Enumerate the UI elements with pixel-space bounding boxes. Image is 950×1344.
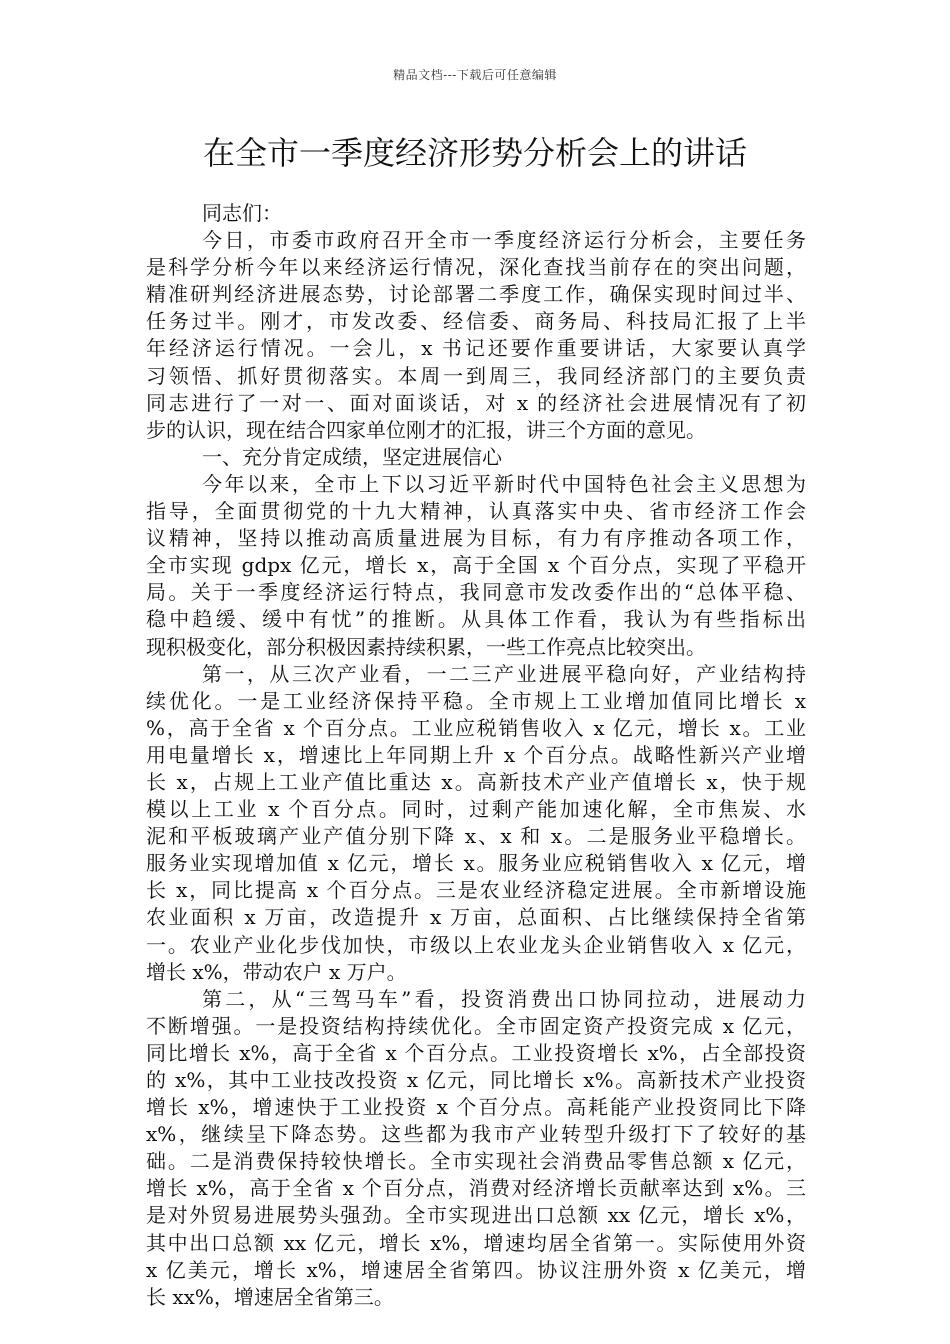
text-line: %，高于全省 x 个百分点。工业应税销售收入 x 亿元，增长 x。工业 bbox=[146, 715, 806, 740]
text-line: 一、充分肯定成绩，坚定进展信心 bbox=[202, 444, 502, 469]
text-line: 用电量增长 x，增速比上年同期上升 x 个百分点。战略性新兴产业增 bbox=[146, 742, 806, 767]
document-title: 在全市一季度经济形势分析会上的讲话 bbox=[202, 134, 747, 172]
text-line: 第一，从三次产业看，一二三产业进展平稳向好，产业结构持 bbox=[202, 661, 806, 686]
text-line: 长 x，占规上工业产值比重达 x。高新技术产业产值增长 x，快于规 bbox=[146, 769, 806, 794]
text-line: 同志们： bbox=[202, 201, 282, 225]
text-line: 不断增强。一是投资结构持续优化。全市固定资产投资完成 x 亿元， bbox=[146, 1013, 806, 1038]
text-line: 今年以来，全市上下以习近平新时代中国特色社会主义思想为 bbox=[202, 471, 806, 496]
text-line: 服务业实现增加值 x 亿元，增长 x。服务业应税销售收入 x 亿元，增 bbox=[146, 851, 806, 876]
text-line: 增长 x%，高于全省 x 个百分点，消费对经济增长贡献率达到 x%。三 bbox=[146, 1176, 806, 1201]
text-line: 泥和平板玻璃产业产值分别下降 x、x 和 x。二是服务业平稳增长。 bbox=[146, 824, 806, 849]
text-line: 长 x，同比提高 x 个百分点。三是农业经济稳定进展。全市新增设施 bbox=[146, 878, 806, 903]
text-line: 一。农业产业化步伐加快，市级以上农业龙头企业销售收入 x 亿元， bbox=[146, 932, 806, 957]
text-line: 全市实现 gdpx 亿元，增长 x，高于全国 x 个百分点，实现了平稳开 bbox=[146, 553, 806, 578]
text-line: 农业面积 x 万亩，改造提升 x 万亩，总面积、占比继续保持全省第 bbox=[146, 905, 806, 930]
text-line: 增长 x%，带动农户 x 万户。 bbox=[146, 959, 407, 984]
text-line: 同比增长 x%，高于全省 x 个百分点。工业投资增长 x%，占全部投资 bbox=[146, 1040, 806, 1065]
text-line: 任务过半。刚才，市发改委、经信委、商务局、科技局汇报了上半 bbox=[146, 309, 806, 334]
text-line: 的 x%，其中工业技改投资 x 亿元，同比增长 x%。高新技术产业投资 bbox=[146, 1068, 806, 1092]
text-line: 是科学分析今年以来经济运行情况，深化查找当前存在的突出问题， bbox=[146, 255, 806, 280]
document-body bbox=[146, 200, 806, 1311]
text-line: 指导，全面贯彻党的十九大精神，认真落实中央、省市经济工作会 bbox=[146, 499, 806, 524]
text-line: 是对外贸易进展势头强劲。全市实现进出口总额 xx 亿元，增长 x%， bbox=[146, 1203, 806, 1228]
text-line: 础。二是消费保持较快增长。全市实现社会消费品零售总额 x 亿元， bbox=[146, 1149, 806, 1174]
text-line: x%，继续呈下降态势。这些都为我市产业转型升级打下了较好的基 bbox=[146, 1122, 806, 1147]
text-line: 今日，市委市政府召开全市一季度经济运行分析会，主要任务 bbox=[202, 228, 806, 253]
text-line: 局。关于一季度经济运行特点，我同意市发改委作出的“总体平稳、 bbox=[146, 580, 806, 605]
text-line: 同志进行了一对一、面对面谈话，对 x 的经济社会进展情况有了初 bbox=[146, 390, 806, 415]
text-line: 年经济运行情况。一会儿，x 书记还要作重要讲话，大家要认真学 bbox=[146, 336, 806, 361]
text-line: 议精神，坚持以推动高质量进展为目标，有力有序推动各项工作， bbox=[146, 526, 806, 551]
text-line: x 亿美元，增长 x%，增速居全省第四。协议注册外资 x 亿美元，增 bbox=[146, 1257, 806, 1282]
text-line: 模以上工业 x 个百分点。同时，过剩产能加速化解，全市焦炭、水 bbox=[146, 797, 806, 822]
text-line: 其中出口总额 xx 亿元，增长 x%，增速均居全省第一。实际使用外资 bbox=[146, 1230, 806, 1255]
text-line: 步的认识，现在结合四家单位刚才的汇报，讲三个方面的意见。 bbox=[146, 417, 706, 442]
text-line: 精准研判经济进展态势，讨论部署二季度工作，确保实现时间过半、 bbox=[146, 282, 806, 307]
text-line: 续优化。一是工业经济保持平稳。全市规上工业增加值同比增长 x bbox=[146, 688, 806, 713]
text-line: 增长 x%，增速快于工业投资 x 个百分点。高耗能产业投资同比下降 bbox=[146, 1095, 806, 1120]
text-line: 现积极变化，部分积极因素持续积累，一些工作亮点比较突出。 bbox=[146, 634, 706, 659]
page-header: 精品文档---下载后可任意编辑 bbox=[393, 68, 557, 82]
text-line: 习领悟、抓好贯彻落实。本周一到周三，我同经济部门的主要负责 bbox=[146, 363, 806, 388]
text-line: 第二，从“三驾马车”看，投资消费出口协同拉动，进展动力 bbox=[202, 986, 806, 1011]
text-line: 长 xx%，增速居全省第三。 bbox=[146, 1284, 394, 1309]
text-line: 稳中趋缓、缓中有忧”的推断。从具体工作看，我认为有些指标出 bbox=[146, 607, 806, 632]
